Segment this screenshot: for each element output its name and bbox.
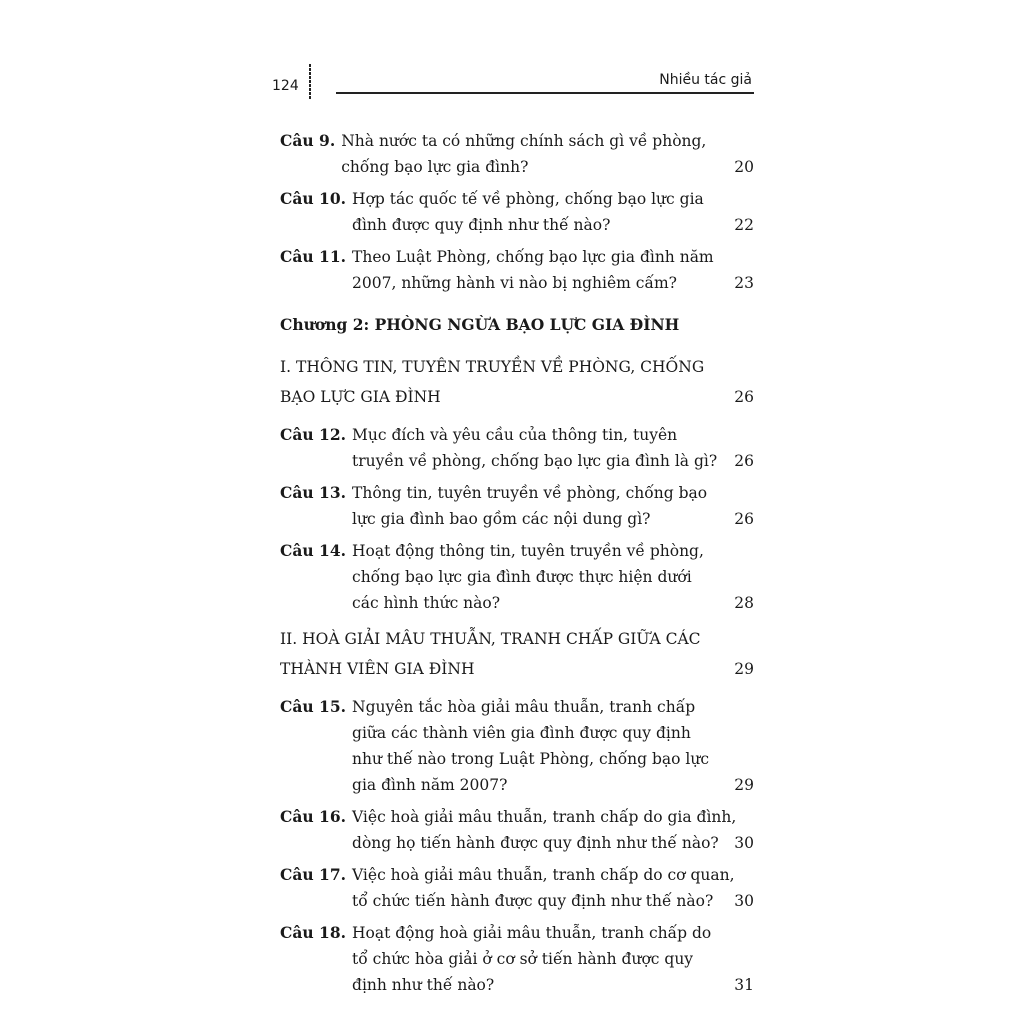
section-text: II. HOÀ GIẢI MÂU THUẪN, TRANH CHẤP GIỮA CÁC	[280, 630, 701, 648]
page-number: 124	[272, 78, 299, 94]
page-ref: 26	[734, 388, 754, 406]
section-heading-2	[280, 624, 754, 684]
toc-entry-q10	[280, 186, 754, 238]
question-text: dòng họ tiến hành được quy định như thế nào?	[352, 834, 719, 852]
page-ref: 26	[734, 510, 754, 528]
toc-entry-q14	[280, 538, 754, 616]
question-text: đình được quy định như thế nào?	[352, 216, 611, 234]
table-of-contents	[280, 128, 754, 1004]
question-label: Câu 16.	[280, 807, 347, 826]
running-title: Nhiều tác giả	[659, 72, 752, 88]
question-text: định như thế nào?	[352, 976, 495, 994]
question-text: gia đình năm 2007?	[352, 776, 508, 794]
question-text: chống bạo lực gia đình?	[341, 158, 529, 176]
section-text: THÀNH VIÊN GIA ĐÌNH	[280, 660, 475, 678]
question-text: Việc hoà giải mâu thuẫn, tranh chấp do gia đình,	[352, 808, 737, 826]
page-ref: 20	[734, 158, 754, 176]
header-vertical-rule	[309, 64, 311, 100]
question-text: Theo Luật Phòng, chống bạo lực gia đình năm	[352, 248, 714, 266]
page-ref: 30	[734, 892, 754, 910]
page-ref: 29	[734, 660, 754, 678]
toc-entry-q13	[280, 480, 754, 532]
question-label: Câu 13.	[280, 483, 347, 502]
page-ref: 28	[734, 594, 754, 612]
question-text: 2007, những hành vi nào bị nghiêm cấm?	[352, 274, 677, 292]
toc-entry-q12	[280, 422, 754, 474]
question-label: Câu 17.	[280, 865, 347, 884]
question-text: Hoạt động thông tin, tuyên truyền về phòng,	[352, 542, 704, 560]
header-horizontal-rule	[336, 92, 754, 94]
question-label: Câu 11.	[280, 247, 347, 266]
question-label: Câu 10.	[280, 189, 347, 208]
toc-entry-q9	[280, 128, 754, 180]
question-label: Câu 14.	[280, 541, 347, 560]
toc-entry-q16	[280, 804, 754, 856]
question-text: Hoạt động hoà giải mâu thuẫn, tranh chấp do	[352, 924, 712, 942]
toc-entry-q15	[280, 694, 754, 798]
question-text: tổ chức tiến hành được quy định như thế nào?	[352, 892, 714, 910]
question-text: Nhà nước ta có những chính sách gì về phòng,	[341, 132, 707, 150]
section-text: I. THÔNG TIN, TUYÊN TRUYỀN VỀ PHÒNG, CHỐNG	[280, 358, 705, 376]
question-label: Câu 12.	[280, 425, 347, 444]
question-text: giữa các thành viên gia đình được quy định	[352, 724, 691, 742]
page-ref: 31	[734, 976, 754, 994]
section-heading-1	[280, 352, 754, 412]
page-header	[268, 64, 754, 104]
section-text: BẠO LỰC GIA ĐÌNH	[280, 388, 441, 406]
page-ref: 30	[734, 834, 754, 852]
question-text: Việc hoà giải mâu thuẫn, tranh chấp do cơ quan,	[352, 866, 735, 884]
chapter-heading: Chương 2: PHÒNG NGỪA BẠO LỰC GIA ĐÌNH	[280, 315, 680, 334]
question-text: Mục đích và yêu cầu của thông tin, tuyên	[352, 426, 678, 444]
toc-entry-q17	[280, 862, 754, 914]
question-text: truyền về phòng, chống bạo lực gia đình là gì?	[352, 452, 718, 470]
question-text: tổ chức hòa giải ở cơ sở tiến hành được quy	[352, 950, 694, 968]
toc-entry-q11	[280, 244, 754, 296]
question-text: Nguyên tắc hòa giải mâu thuẫn, tranh chấp	[352, 698, 696, 716]
question-text: lực gia đình bao gồm các nội dung gì?	[352, 510, 651, 528]
page-ref: 26	[734, 452, 754, 470]
question-text: các hình thức nào?	[352, 594, 501, 612]
question-label: Câu 18.	[280, 923, 347, 942]
question-text: Thông tin, tuyên truyền về phòng, chống bạo	[352, 484, 708, 502]
page-ref: 23	[734, 274, 754, 292]
question-label: Câu 15.	[280, 697, 347, 716]
question-text: chống bạo lực gia đình được thực hiện dưới	[352, 568, 692, 586]
question-text: như thế nào trong Luật Phòng, chống bạo lực	[352, 750, 710, 768]
page-ref: 22	[734, 216, 754, 234]
toc-entry-q18	[280, 920, 754, 998]
question-text: Hợp tác quốc tế về phòng, chống bạo lực gia	[352, 190, 704, 208]
question-label: Câu 9.	[280, 131, 336, 150]
page-ref: 29	[734, 776, 754, 794]
